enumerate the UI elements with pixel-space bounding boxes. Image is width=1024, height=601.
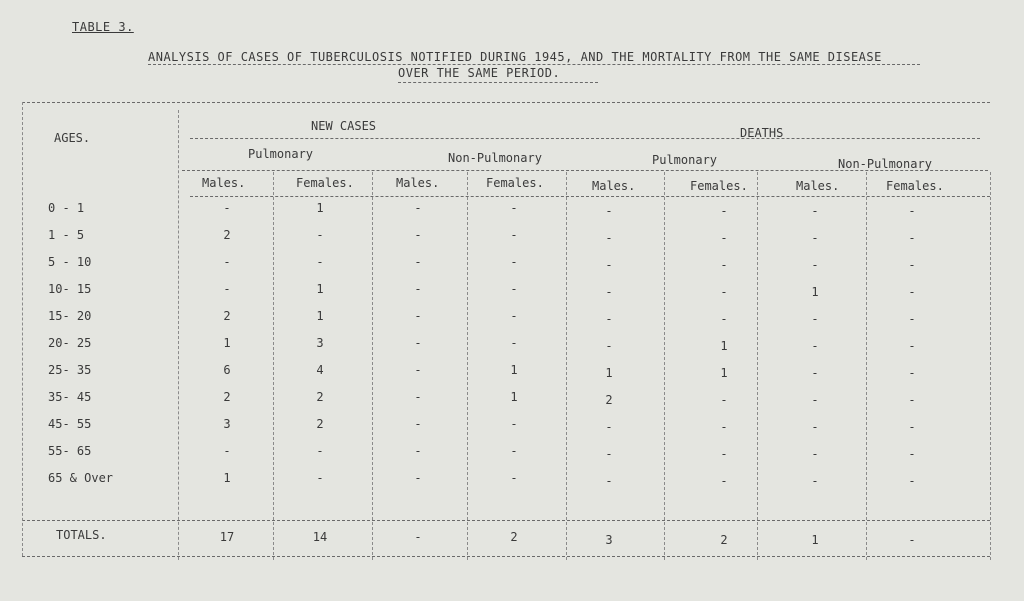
table-cell: - bbox=[510, 201, 518, 215]
table-cell: - bbox=[223, 282, 231, 296]
table-cell: 2 bbox=[605, 393, 613, 407]
table-cell: - bbox=[605, 231, 613, 245]
table-cell: 1 bbox=[811, 285, 819, 299]
new-cases-pulmonary-header: Pulmonary bbox=[248, 147, 314, 161]
table-cell: - bbox=[811, 420, 819, 434]
table-cell: 2 bbox=[223, 390, 231, 404]
table-cell: - bbox=[720, 447, 728, 461]
table-cell: - bbox=[414, 471, 422, 485]
table-label: TABLE 3. bbox=[72, 20, 134, 34]
table-cell: - bbox=[908, 339, 916, 353]
column-divider bbox=[757, 172, 758, 560]
table-cell: - bbox=[908, 447, 916, 461]
table-cell: - bbox=[605, 447, 613, 461]
totals-top-rule bbox=[22, 520, 990, 521]
totals-cell: - bbox=[908, 533, 916, 547]
table-cell: - bbox=[414, 390, 422, 404]
table-cell: - bbox=[414, 363, 422, 377]
table-left-edge bbox=[22, 102, 23, 556]
table-cell: 6 bbox=[223, 363, 231, 377]
table-cell: - bbox=[720, 285, 728, 299]
column-divider bbox=[566, 172, 567, 560]
table-cell: 2 bbox=[223, 228, 231, 242]
column-divider bbox=[866, 172, 867, 560]
table-cell: - bbox=[811, 339, 819, 353]
totals-cell: 2 bbox=[510, 530, 518, 544]
totals-cell: 3 bbox=[605, 533, 613, 547]
males-header: Males. bbox=[396, 176, 440, 190]
table-cell: - bbox=[510, 255, 518, 269]
title-underline-2 bbox=[398, 82, 598, 83]
table-cell: - bbox=[414, 309, 422, 323]
new-cases-header: NEW CASES bbox=[311, 119, 377, 133]
age-group-label: 20- 25 bbox=[48, 336, 92, 350]
table-cell: - bbox=[811, 366, 819, 380]
table-cell: - bbox=[316, 471, 324, 485]
table-cell: - bbox=[811, 312, 819, 326]
females-header: Females. bbox=[690, 179, 748, 193]
totals-cell: 14 bbox=[312, 530, 328, 544]
age-group-label: 0 - 1 bbox=[48, 201, 85, 215]
age-group-label: 55- 65 bbox=[48, 444, 92, 458]
table-cell: 1 bbox=[720, 339, 728, 353]
header-bottom-rule bbox=[190, 196, 990, 197]
table-cell: - bbox=[908, 420, 916, 434]
table-cell: - bbox=[720, 258, 728, 272]
ages-header: AGES. bbox=[54, 131, 91, 145]
table-bottom-rule bbox=[22, 556, 990, 557]
table-cell: - bbox=[605, 474, 613, 488]
table-cell: - bbox=[811, 447, 819, 461]
table-cell: - bbox=[811, 231, 819, 245]
table-cell: - bbox=[414, 228, 422, 242]
title-underline bbox=[148, 64, 920, 65]
age-group-label: 35- 45 bbox=[48, 390, 92, 404]
age-group-label: 5 - 10 bbox=[48, 255, 92, 269]
column-divider bbox=[990, 172, 991, 560]
table-title-continued: OVER THE SAME PERIOD. bbox=[398, 66, 561, 80]
table-cell: - bbox=[720, 474, 728, 488]
table-cell: - bbox=[316, 444, 324, 458]
deaths-header: DEATHS bbox=[740, 126, 784, 140]
table-cell: 1 bbox=[510, 363, 518, 377]
table-cell: - bbox=[316, 228, 324, 242]
table-cell: - bbox=[720, 204, 728, 218]
males-header: Males. bbox=[202, 176, 246, 190]
table-cell: - bbox=[316, 255, 324, 269]
table-cell: - bbox=[510, 228, 518, 242]
table-cell: 1 bbox=[316, 309, 324, 323]
table-cell: - bbox=[720, 393, 728, 407]
table-cell: 1 bbox=[223, 471, 231, 485]
age-group-label: 45- 55 bbox=[48, 417, 92, 431]
table-cell: - bbox=[908, 366, 916, 380]
table-cell: 2 bbox=[223, 309, 231, 323]
table-cell: - bbox=[510, 282, 518, 296]
age-group-label: 1 - 5 bbox=[48, 228, 85, 242]
table-cell: - bbox=[510, 444, 518, 458]
table-cell: - bbox=[720, 312, 728, 326]
table-cell: - bbox=[414, 201, 422, 215]
table-cell: 3 bbox=[316, 336, 324, 350]
age-group-label: 65 & Over bbox=[48, 471, 114, 485]
table-cell: - bbox=[510, 336, 518, 350]
totals-cell: 2 bbox=[720, 533, 728, 547]
table-cell: - bbox=[414, 255, 422, 269]
deaths-pulmonary-header: Pulmonary bbox=[652, 153, 718, 167]
table-cell: 1 bbox=[316, 282, 324, 296]
table-cell: 1 bbox=[316, 201, 324, 215]
table-cell: 1 bbox=[223, 336, 231, 350]
table-cell: - bbox=[223, 255, 231, 269]
new-cases-rule bbox=[190, 138, 980, 139]
table-cell: - bbox=[811, 258, 819, 272]
table-cell: - bbox=[605, 204, 613, 218]
totals-cell: - bbox=[414, 530, 422, 544]
deaths-non-pulmonary-header: Non-Pulmonary bbox=[838, 157, 932, 171]
table-cell: 1 bbox=[720, 366, 728, 380]
table-cell: 1 bbox=[510, 390, 518, 404]
table-cell: - bbox=[414, 282, 422, 296]
table-cell: - bbox=[908, 204, 916, 218]
table-cell: - bbox=[908, 393, 916, 407]
table-cell: - bbox=[908, 474, 916, 488]
table-cell: 2 bbox=[316, 390, 324, 404]
table-cell: - bbox=[605, 258, 613, 272]
age-group-label: 15- 20 bbox=[48, 309, 92, 323]
table-cell: - bbox=[811, 474, 819, 488]
table-title: ANALYSIS OF CASES OF TUBERCULOSIS NOTIFIED DURING 1945, AND THE MORTALITY FROM THE SAME DISEASE bbox=[148, 50, 882, 64]
column-divider bbox=[372, 172, 373, 560]
males-header: Males. bbox=[592, 179, 636, 193]
table-cell: - bbox=[510, 471, 518, 485]
females-header: Females. bbox=[886, 179, 944, 193]
column-divider bbox=[664, 172, 665, 560]
table-cell: - bbox=[605, 285, 613, 299]
totals-cell: 17 bbox=[219, 530, 235, 544]
table-cell: - bbox=[510, 309, 518, 323]
table-cell: - bbox=[605, 312, 613, 326]
table-cell: - bbox=[414, 417, 422, 431]
table-cell: - bbox=[223, 444, 231, 458]
table-cell: - bbox=[811, 393, 819, 407]
table-cell: - bbox=[510, 417, 518, 431]
table-cell: - bbox=[720, 420, 728, 434]
table-cell: - bbox=[414, 444, 422, 458]
table-cell: - bbox=[908, 285, 916, 299]
table-cell: - bbox=[605, 339, 613, 353]
table-cell: 1 bbox=[605, 366, 613, 380]
table-cell: 3 bbox=[223, 417, 231, 431]
column-divider bbox=[467, 172, 468, 560]
age-group-label: 10- 15 bbox=[48, 282, 92, 296]
table-cell: - bbox=[414, 336, 422, 350]
females-header: Females. bbox=[296, 176, 354, 190]
table-cell: 2 bbox=[316, 417, 324, 431]
table-cell: - bbox=[908, 312, 916, 326]
table-top-rule bbox=[22, 102, 990, 103]
females-header: Females. bbox=[486, 176, 544, 190]
column-divider bbox=[273, 172, 274, 560]
table-cell: 4 bbox=[316, 363, 324, 377]
ages-column-divider bbox=[178, 110, 179, 560]
table-cell: - bbox=[908, 258, 916, 272]
table-cell: - bbox=[811, 204, 819, 218]
table-cell: - bbox=[720, 231, 728, 245]
totals-label: TOTALS. bbox=[56, 528, 107, 542]
totals-cell: 1 bbox=[811, 533, 819, 547]
new-cases-non-pulmonary-header: Non-Pulmonary bbox=[448, 151, 542, 165]
table-cell: - bbox=[223, 201, 231, 215]
age-group-label: 25- 35 bbox=[48, 363, 92, 377]
males-header: Males. bbox=[796, 179, 840, 193]
table-cell: - bbox=[605, 420, 613, 434]
table-cell: - bbox=[908, 231, 916, 245]
